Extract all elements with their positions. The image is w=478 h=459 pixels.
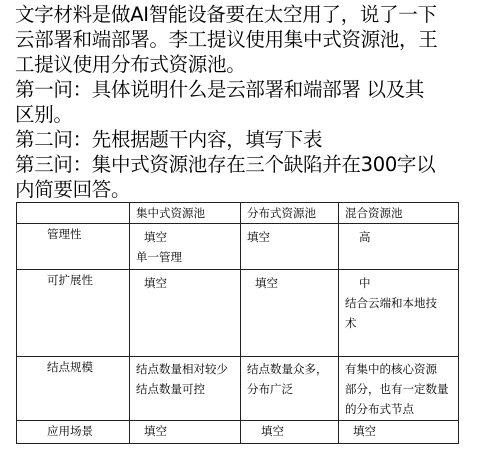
cell-line: 单一管理 bbox=[136, 250, 182, 264]
table-cell bbox=[130, 270, 241, 357]
cell-line: 术 bbox=[345, 316, 357, 330]
cell-line: 填空 bbox=[353, 424, 376, 438]
table-row bbox=[17, 270, 459, 357]
cell-line: 的分布式节点 bbox=[345, 402, 414, 416]
cell-line: 填空 bbox=[247, 230, 270, 244]
cell-line: 填空 bbox=[255, 276, 278, 290]
table-cell bbox=[339, 357, 459, 421]
intro-line: 云部署和端部署。李工提议使用集中式资源池，王 bbox=[15, 28, 438, 51]
cell-line: 填空 bbox=[144, 230, 167, 244]
intro-line: 文字材料是做AI智能设备要在太空用了，说了一下 bbox=[15, 3, 437, 26]
table-cell bbox=[339, 421, 459, 444]
cell-line: 结点数量可控 bbox=[136, 382, 205, 396]
table-cell bbox=[241, 270, 339, 357]
row-label: 管理性 bbox=[17, 224, 130, 270]
cell-line: 结点数量众多， bbox=[247, 362, 328, 376]
table-header-cell: 集中式资源池 bbox=[130, 203, 241, 224]
question-1-cont: 区别。 bbox=[15, 103, 73, 126]
table-header-cell: 混合资源池 bbox=[339, 203, 459, 224]
question-1: 第一问：具体说明什么是云部署和端部署 以及其 bbox=[15, 78, 425, 101]
question-3: 第三问：集中式资源池存在三个缺陷并在300字以 bbox=[15, 153, 436, 176]
table-header-cell: 分布式资源池 bbox=[241, 203, 339, 224]
table-cell bbox=[130, 224, 241, 270]
question-2: 第二问：先根据题干内容，填写下表 bbox=[15, 128, 323, 151]
question-3-cont: 内简要回答。 bbox=[15, 178, 131, 201]
table-row bbox=[17, 421, 459, 444]
cell-line: 结点数量相对较少 bbox=[136, 362, 228, 376]
cell-line: 中 bbox=[359, 276, 371, 290]
row-label: 应用场景 bbox=[17, 421, 130, 444]
table-cell bbox=[339, 270, 459, 357]
table-cell bbox=[241, 224, 339, 270]
cell-line: 有集中的核心资源 bbox=[345, 362, 437, 376]
comparison-table bbox=[16, 202, 459, 444]
cell-line: 填空 bbox=[144, 276, 167, 290]
question-text bbox=[15, 2, 475, 202]
cell-line: 高 bbox=[359, 230, 371, 244]
intro-line: 工提议使用分布式资源池。 bbox=[15, 53, 246, 76]
table-cell bbox=[241, 421, 339, 444]
row-label: 结点规模 bbox=[17, 357, 130, 421]
table-cell bbox=[241, 357, 339, 421]
cell-line: 填空 bbox=[261, 424, 284, 438]
cell-line: 结合云端和本地技 bbox=[345, 296, 437, 310]
table-row bbox=[17, 357, 459, 421]
table-cell bbox=[130, 357, 241, 421]
cell-line: 部分，也有一定数量 bbox=[345, 382, 449, 396]
row-label: 可扩展性 bbox=[17, 270, 130, 357]
table-header-row bbox=[17, 203, 459, 224]
cell-line: 分布广泛 bbox=[247, 382, 293, 396]
table-cell bbox=[130, 421, 241, 444]
table-row bbox=[17, 224, 459, 270]
table-cell bbox=[339, 224, 459, 270]
table-header-cell bbox=[17, 203, 130, 224]
cell-line: 填空 bbox=[144, 424, 167, 438]
